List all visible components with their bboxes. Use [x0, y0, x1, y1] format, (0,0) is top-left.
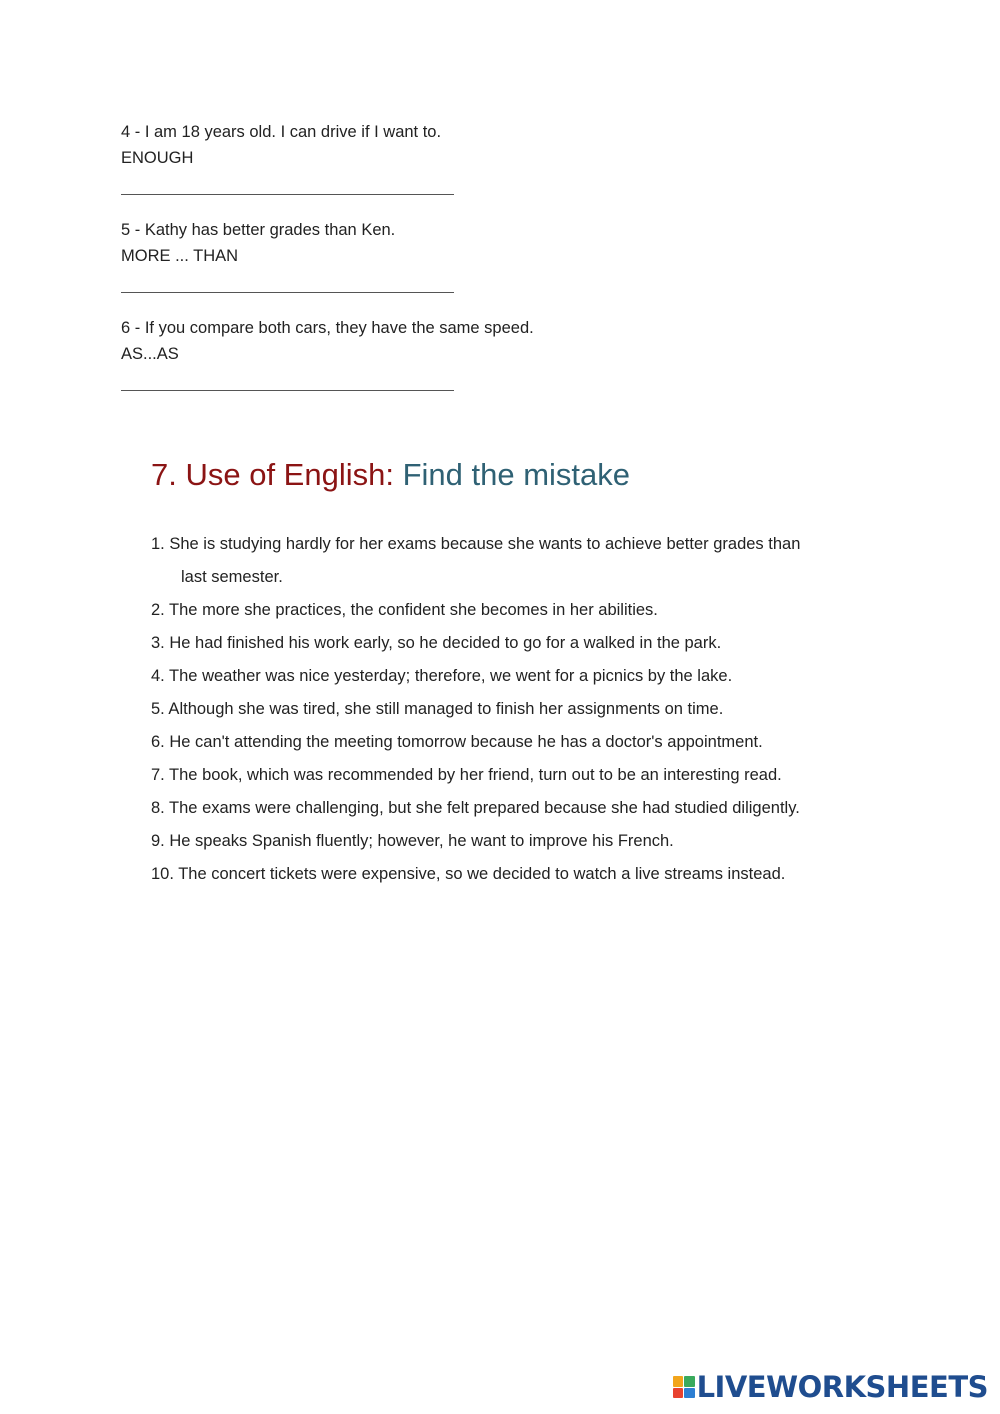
- logo-text: LIVEWORKSHEETS: [696, 1370, 988, 1404]
- rewrite-sentence: 5 - Kathy has better grades than Ken.: [121, 221, 396, 239]
- logo-block: [684, 1388, 695, 1399]
- section-title: [151, 455, 630, 495]
- list-item: 3. He had finished his work early, so he decided to go for a walked in the park.: [151, 634, 722, 652]
- rewrite-item-5: [121, 217, 621, 293]
- list-item: 8. The exams were challenging, but she felt prepared because she had studied diligently.: [151, 799, 800, 817]
- logo-block: [673, 1376, 684, 1387]
- logo-blocks-icon: [673, 1376, 695, 1398]
- section-title-number: 7. Use of English:: [151, 457, 394, 492]
- rewrite-sentence: 4 - I am 18 years old. I can drive if I want to.: [121, 123, 442, 141]
- rewrite-item-6: [121, 315, 621, 391]
- logo-block: [684, 1376, 695, 1387]
- section-title-subtitle: Find the mistake: [402, 457, 631, 492]
- list-item-continuation: last semester.: [181, 568, 283, 586]
- mistake-list: [151, 528, 871, 891]
- list-item: 5. Although she was tired, she still managed to finish her assignments on time.: [151, 700, 724, 718]
- rewrite-exercise: [121, 119, 621, 415]
- liveworksheets-logo[interactable]: [673, 1370, 988, 1404]
- list-item: 10. The concert tickets were expensive, so we decided to watch a live streams instead.: [151, 865, 786, 883]
- rewrite-keyword: MORE ... THAN: [121, 247, 239, 265]
- rewrite-keyword: ENOUGH: [121, 149, 194, 167]
- answer-line[interactable]: [121, 194, 454, 195]
- list-item: 7. The book, which was recommended by her friend, turn out to be an interesting read.: [151, 766, 782, 784]
- list-item-text: 1. She is studying hardly for her exams because she wants to achieve better grades than: [151, 535, 801, 553]
- list-item: 6. He can't attending the meeting tomorrow because he has a doctor's appointment.: [151, 733, 763, 751]
- answer-line[interactable]: [121, 292, 454, 293]
- rewrite-item-4: [121, 119, 621, 195]
- logo-block: [673, 1388, 684, 1399]
- list-item: 4. The weather was nice yesterday; therefore, we went for a picnics by the lake.: [151, 667, 733, 685]
- rewrite-keyword: AS...AS: [121, 345, 179, 363]
- answer-line[interactable]: [121, 390, 454, 391]
- list-item: 9. He speaks Spanish fluently; however, he want to improve his French.: [151, 832, 674, 850]
- list-item: [151, 528, 871, 594]
- list-item: 2. The more she practices, the confident she becomes in her abilities.: [151, 601, 658, 619]
- rewrite-sentence: 6 - If you compare both cars, they have the same speed.: [121, 319, 534, 337]
